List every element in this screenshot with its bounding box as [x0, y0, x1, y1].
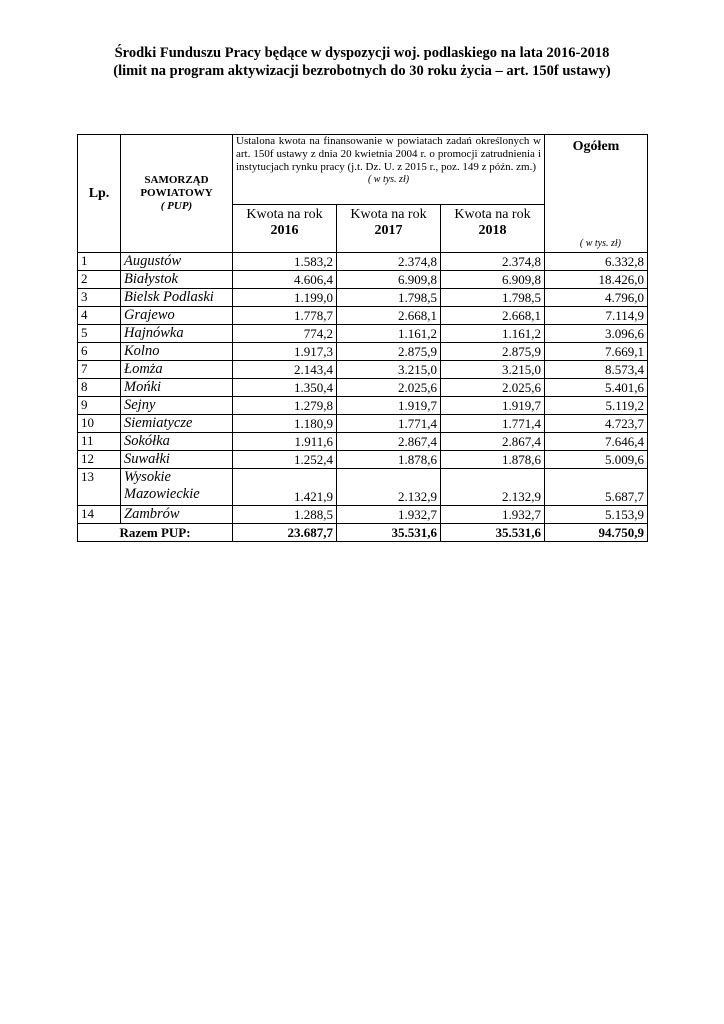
- cell-2016: 1.288,5: [233, 506, 337, 524]
- cell-2017: 1.919,7: [337, 397, 441, 415]
- cell-2017: 2.875,9: [337, 343, 441, 361]
- table-row: [78, 379, 648, 397]
- header-description-unit: ( w tys. zł): [367, 174, 410, 185]
- cell-2018: 1.161,2: [441, 325, 545, 343]
- cell-2018: 2.025,6: [441, 379, 545, 397]
- document-title: [40, 44, 684, 80]
- cell-2018: 2.132,9: [441, 469, 545, 506]
- cell-lp: 10: [78, 415, 121, 433]
- cell-total: 5.153,9: [545, 506, 648, 524]
- cell-name: Mońki: [121, 379, 233, 397]
- table-row: [78, 506, 648, 524]
- cell-2016: 1.199,0: [233, 289, 337, 307]
- cell-2016: 2.143,4: [233, 361, 337, 379]
- header-year-2016: [233, 205, 337, 253]
- cell-name: Wysokie Mazowieckie: [121, 469, 233, 506]
- cell-2016: 1.583,2: [233, 253, 337, 271]
- cell-2017: 3.215,0: [337, 361, 441, 379]
- table-row: [78, 343, 648, 361]
- table-row: [78, 289, 648, 307]
- header-year-2018: [441, 205, 545, 253]
- header-year-value: 2016: [270, 223, 299, 238]
- title-line-1: Środki Funduszu Pracy będące w dyspozycji woj. podlaskiego na lata 2016-2018: [114, 45, 610, 61]
- cell-total: 4.723,7: [545, 415, 648, 433]
- cell-total: 18.426,0: [545, 271, 648, 289]
- cell-2016: 1.252,4: [233, 451, 337, 469]
- cell-name: Białystok: [121, 271, 233, 289]
- header-samorzad-line2: POWIATOWY: [140, 187, 213, 199]
- cell-2018: 2.374,8: [441, 253, 545, 271]
- header-ogolem-unit: ( w tys. zł): [579, 238, 621, 249]
- cell-total: 8.573,4: [545, 361, 648, 379]
- cell-2017: 2.867,4: [337, 433, 441, 451]
- cell-2016: 1.917,3: [233, 343, 337, 361]
- cell-lp: 3: [78, 289, 121, 307]
- header-description: [233, 135, 545, 205]
- cell-2016: 1.279,8: [233, 397, 337, 415]
- cell-name: Siemiatycze: [121, 415, 233, 433]
- header-year-value: 2017: [374, 223, 403, 238]
- cell-lp: 7: [78, 361, 121, 379]
- cell-2016: 1.350,4: [233, 379, 337, 397]
- totals-label: Razem PUP:: [78, 524, 233, 542]
- cell-2017: 1.771,4: [337, 415, 441, 433]
- cell-lp: 14: [78, 506, 121, 524]
- table-row: [78, 307, 648, 325]
- header-lp: Lp.: [78, 135, 121, 253]
- cell-2017: 1.798,5: [337, 289, 441, 307]
- cell-lp: 11: [78, 433, 121, 451]
- table-row: [78, 325, 648, 343]
- totals-total: 94.750,9: [545, 524, 648, 542]
- table-row: [78, 271, 648, 289]
- cell-2016: 774,2: [233, 325, 337, 343]
- cell-2018: 3.215,0: [441, 361, 545, 379]
- cell-2018: 2.867,4: [441, 433, 545, 451]
- cell-total: 5.009,6: [545, 451, 648, 469]
- cell-2018: 1.878,6: [441, 451, 545, 469]
- header-samorzad-line1: SAMORZĄD: [144, 174, 209, 186]
- cell-2017: 2.132,9: [337, 469, 441, 506]
- cell-name: Suwałki: [121, 451, 233, 469]
- cell-total: 3.096,6: [545, 325, 648, 343]
- cell-total: 7.669,1: [545, 343, 648, 361]
- funds-table: [77, 134, 648, 542]
- header-ogolem-label: Ogółem: [572, 139, 620, 154]
- cell-2016: 4.606,4: [233, 271, 337, 289]
- header-samorzad: [121, 135, 233, 253]
- cell-name: Bielsk Podlaski: [121, 289, 233, 307]
- cell-lp: 2: [78, 271, 121, 289]
- cell-total: 5.687,7: [545, 469, 648, 506]
- cell-lp: 5: [78, 325, 121, 343]
- cell-2018: 2.668,1: [441, 307, 545, 325]
- cell-2018: 1.798,5: [441, 289, 545, 307]
- header-year-2017: [337, 205, 441, 253]
- cell-2018: 2.875,9: [441, 343, 545, 361]
- cell-total: 5.401,6: [545, 379, 648, 397]
- cell-name: Kolno: [121, 343, 233, 361]
- cell-2018: 1.932,7: [441, 506, 545, 524]
- cell-2017: 1.161,2: [337, 325, 441, 343]
- table-row: [78, 415, 648, 433]
- cell-2017: 6.909,8: [337, 271, 441, 289]
- cell-lp: 12: [78, 451, 121, 469]
- cell-name: Sokółka: [121, 433, 233, 451]
- table-row: [78, 253, 648, 271]
- cell-total: 7.114,9: [545, 307, 648, 325]
- cell-2016: 1.421,9: [233, 469, 337, 506]
- cell-2018: 1.771,4: [441, 415, 545, 433]
- title-line-2: (limit na program aktywizacji bezrobotnych do 30 roku życia – art. 150f ustawy): [113, 63, 611, 79]
- cell-2017: 2.668,1: [337, 307, 441, 325]
- totals-row: [78, 524, 648, 542]
- cell-total: 7.646,4: [545, 433, 648, 451]
- cell-2016: 1.911,6: [233, 433, 337, 451]
- cell-2018: 1.919,7: [441, 397, 545, 415]
- cell-2016: 1.778,7: [233, 307, 337, 325]
- table-row: [78, 451, 648, 469]
- header-samorzad-line3: ( PUP): [160, 200, 193, 212]
- cell-name: Hajnówka: [121, 325, 233, 343]
- cell-lp: 1: [78, 253, 121, 271]
- table-row: [78, 361, 648, 379]
- cell-total: 5.119,2: [545, 397, 648, 415]
- cell-name: Sejny: [121, 397, 233, 415]
- header-year-label: Kwota na rok: [350, 207, 427, 222]
- header-year-label: Kwota na rok: [454, 207, 531, 222]
- cell-2016: 1.180,9: [233, 415, 337, 433]
- header-year-label: Kwota na rok: [246, 207, 323, 222]
- cell-2017: 1.878,6: [337, 451, 441, 469]
- totals-2017: 35.531,6: [337, 524, 441, 542]
- cell-2017: 1.932,7: [337, 506, 441, 524]
- table-row: [78, 433, 648, 451]
- table-row: [78, 469, 648, 506]
- cell-lp: 9: [78, 397, 121, 415]
- header-description-text: Ustalona kwota na finansowanie w powiatach zadań określonych w art. 150f ustawy z dnia 20 kwietnia 2004 r. o promocji zatrudnienia i instytucjach rynku pracy (j.t. Dz. U. z 2015 r., poz. 149 z późn. zm.): [236, 135, 541, 173]
- cell-2017: 2.374,8: [337, 253, 441, 271]
- totals-2016: 23.687,7: [233, 524, 337, 542]
- cell-name: Zambrów: [121, 506, 233, 524]
- cell-lp: 6: [78, 343, 121, 361]
- cell-name: Augustów: [121, 253, 233, 271]
- cell-lp: 13: [78, 469, 121, 506]
- header-year-value: 2018: [478, 223, 507, 238]
- cell-name: Grajewo: [121, 307, 233, 325]
- header-ogolem: [545, 135, 648, 253]
- cell-lp: 8: [78, 379, 121, 397]
- cell-total: 6.332,8: [545, 253, 648, 271]
- cell-2018: 6.909,8: [441, 271, 545, 289]
- cell-lp: 4: [78, 307, 121, 325]
- totals-2018: 35.531,6: [441, 524, 545, 542]
- cell-2017: 2.025,6: [337, 379, 441, 397]
- cell-name: Łomża: [121, 361, 233, 379]
- cell-total: 4.796,0: [545, 289, 648, 307]
- table-row: [78, 397, 648, 415]
